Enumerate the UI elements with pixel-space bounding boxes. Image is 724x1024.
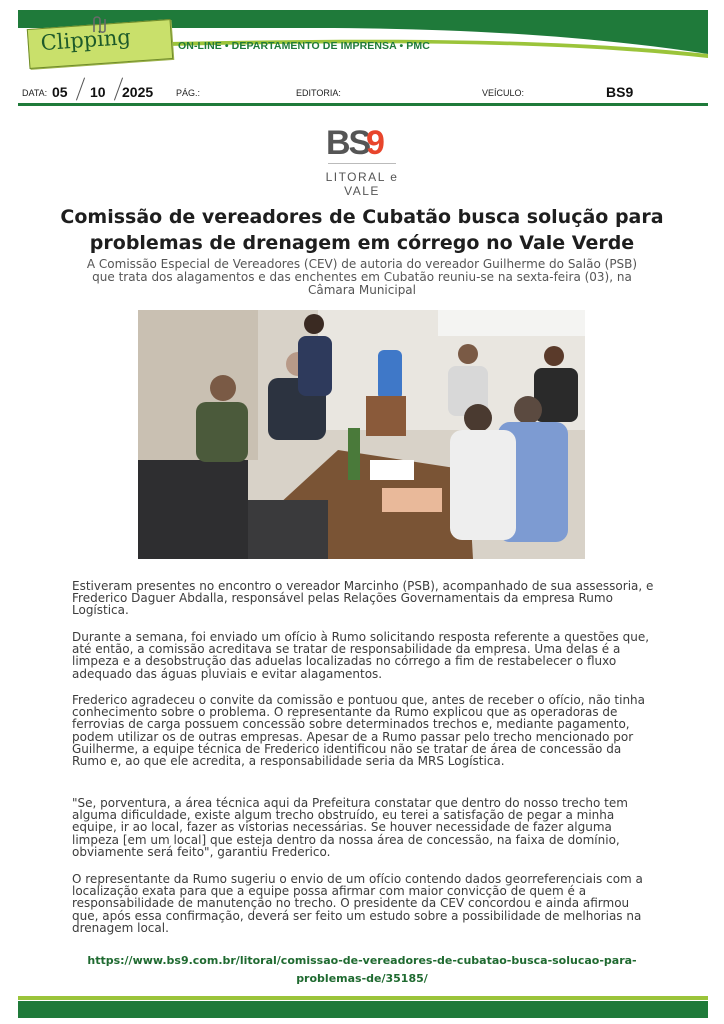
article-paragraph: Frederico agradeceu o convite da comissão e pontuou que, antes de receber o ofício, não tinha conhecimento sobre o problema. O representante da Rumo explicou que as operadoras de ferrovias de carga possuem concessão sobre determinados trechos e, mediante pagamento, podem utilizar os de outras empresas. Apesar de a Rumo passar pelo trecho mencionado por Guilherme, a equipe técnica de Frederico identificou não se tratar de área de concessão da Rumo e, ao que ele acredita, a responsabilidade seria da MRS Logística. (72, 693, 646, 769)
date-separator (76, 78, 85, 101)
article-paragraph: O representante da Rumo sugeriu o envio de um ofício contendo dados georreferenciais com a localização exata para que a equipe possa afirmar com maior convicção de quem é a responsabilidade de manutenção no trecho. O presidente da CEV concordou e ainda afirmou que, após essa confirmação, deverá ser feito um estudo sobre a possibilidade de melhorias na drenagem local. (72, 872, 643, 935)
article-paragraph: Durante a semana, foi enviado um ofício à Rumo solicitando resposta referente a questões que, até então, a comissão acreditava se tratar de responsabilidade da empresa. Uma delas é a limpeza e a desobstrução das aduelas localizadas no córrego a fim de restabelecer o fluxo adequado das águas pluviais e evitar alagamentos. (72, 630, 650, 681)
editoria-label: EDITORIA: (296, 88, 341, 98)
bs9-logo-nine: 9 (366, 124, 385, 162)
paperclip-icon (90, 14, 120, 36)
footer-accent-line (18, 996, 708, 1000)
article-title: Comissão de vereadores de Cubatão busca solução para problemas de drenagem em córrego no Vale Verde (60, 206, 664, 254)
bs9-logo-text: BS (326, 124, 370, 162)
date-year: 2025 (122, 84, 154, 100)
data-label: DATA: (22, 88, 48, 98)
header-subtitle: ON-LINE • DEPARTAMENTO DE IMPRENSA • PMC (178, 40, 430, 52)
logo-tagline: LITORAL e VALE (325, 170, 399, 198)
source-link[interactable]: https://www.bs9.com.br/litoral/comissao-de-vereadores-de-cubatao-busca-solucao-para-problemas-de/35185/ (87, 954, 637, 985)
meta-divider (18, 103, 708, 106)
veiculo-value: BS9 (606, 84, 634, 100)
meeting-photo-illustration (138, 310, 585, 559)
article-lead: A Comissão Especial de Vereadores (CEV) de autoria do vereador Guilherme do Salão (PSB) que trata dos alagamentos e das enchentes em Cubatão reuniu-se na sexta-feira (03), na Câmara Municipal (86, 257, 638, 297)
page-label: PÁG.: (176, 88, 201, 98)
logo-divider (328, 163, 396, 164)
footer-band (18, 1001, 708, 1018)
header-top-band (18, 10, 708, 20)
article-paragraph: "Se, porventura, a área técnica aqui da Prefeitura constatar que dentro do nosso trecho tem alguma dificuldade, existe algum trecho obstruído, eu terei a satisfação de pegar a minha equipe, ir ao local, fazer as vistorias necessárias. Se houver necessidade de fazer alguma limpeza [em um local] que esteja dentro da nossa área de concessão, na faixa de domínio, obviamente será feito", garantiu Frederico. (72, 796, 628, 859)
article-paragraph: Estiveram presentes no encontro o vereador Marcinho (PSB), acompanhado de sua assessoria, e Frederico Daguer Abdalla, responsável pelas Relações Governamentais da empresa Rumo Logística. (72, 579, 654, 618)
clipping-badge-label: Clipping (39, 24, 132, 56)
date-month: 10 (90, 84, 106, 100)
date-day: 05 (52, 84, 68, 100)
veiculo-label: VEÍCULO: (482, 88, 525, 98)
article-photo (138, 310, 585, 559)
